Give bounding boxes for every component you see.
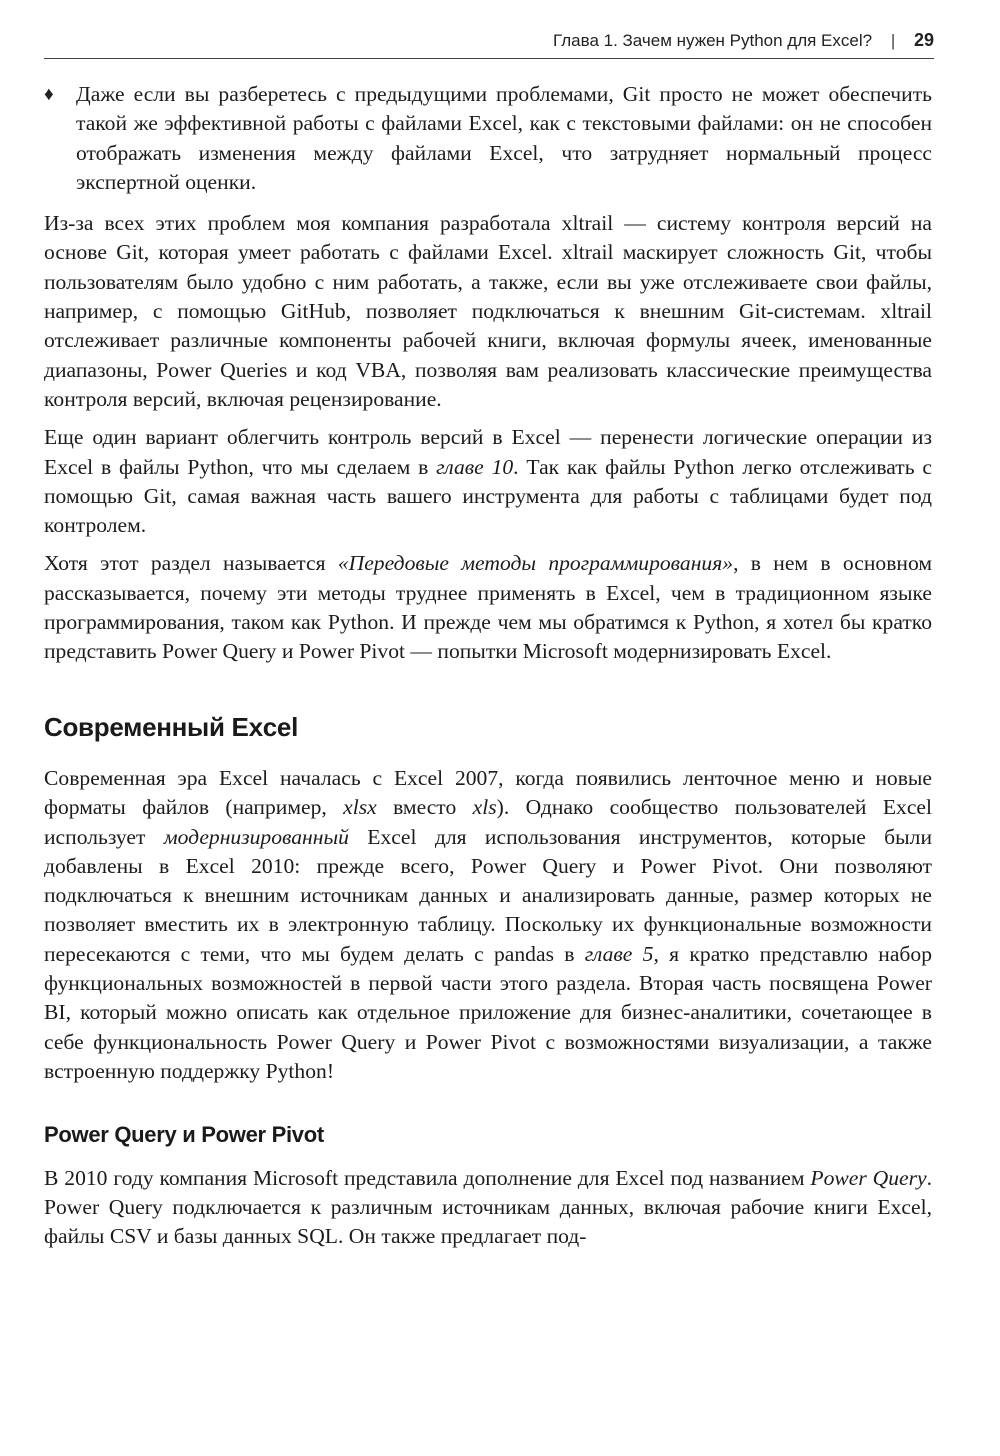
subsection-heading-power-query: Power Query и Power Pivot <box>44 1122 324 1148</box>
paragraph-best-practices <box>44 549 932 666</box>
product-name: Power Query <box>810 1165 927 1190</box>
header-separator: | <box>890 31 896 50</box>
file-format-xlsx: xlsx <box>343 795 377 820</box>
text-run: Excel для использования инструментов, которые были добавлены в Excel 2010: прежде всего, Power Query и Power Pivot. Они позволяют подключаться к внешним источникам данных и анализировать данные, размер которых не позволяет вместить их в электронную таблицу. Поскольку их функциональные возможности пересекаются с теми, что мы будем делать с pandas в <box>44 824 933 966</box>
chapter-reference: главе 5 <box>584 941 654 966</box>
page-number: 29 <box>913 30 934 50</box>
text-run: Еще один вариант облегчить контроль версий в Excel — перенести логические операции из Excel в файлы Python, что мы сделаем в <box>44 425 932 479</box>
paragraph-modern-excel <box>44 764 932 1086</box>
text-run: Хотя этот раздел называется <box>44 551 338 576</box>
text-run: , в нем в основном рассказывается, почему эти методы труднее применять в Excel, чем в традиционном языке программирования, таком как Python. И прежде чем мы обратимся к Python, я хотел бы кратко представить Power Query и Power Pivot — попытки Microsoft модернизировать Excel. <box>44 551 933 664</box>
diamond-bullet-icon: ♦ <box>44 84 54 105</box>
text-run: вместо <box>376 795 473 820</box>
text-run: , я кратко представлю набор функциональных возможностей в первой части этого раздела. Вторая часть посвящена Power BI, который можно описать как отдельное приложение для бизнес-аналитики, сочетающее в себе функциональность Power Query и Power Pivot с возможностями визуализации, а также встроенную поддержку Python! <box>44 941 932 1083</box>
chapter-title: Глава 1. Зачем нужен Python для Excel? <box>553 31 873 50</box>
text-run: В 2010 году компания Microsoft представила дополнение для Excel под названием <box>44 1165 811 1190</box>
emphasis-term: модернизированный <box>163 824 349 849</box>
section-reference: «Передовые методы программирования» <box>337 551 734 576</box>
paragraph-power-query <box>44 1164 932 1252</box>
page-body <box>44 80 932 1260</box>
chapter-reference: главе 10 <box>436 454 514 479</box>
paragraph-xltrail: Из-за всех этих проблем моя компания разработала xltrail — систему контроля версий на основе Git, которая умеет работать с файлами Excel. xltrail маскирует сложность Git, чтобы пользователям было удобно с ним работать, а также, если вы уже отслеживаете свои файлы, например, с помощью GitHub, позволяет подключаться к внешним Git-системам. xltrail отслеживает различные компоненты рабочей книги, включая формулы ячеек, именованные диапазоны, Power Queries и код VBA, позволяя вам реализовать классические преимущества контроля версий, включая рецензирование. <box>44 211 932 411</box>
text-run: Современная эра Excel началась с Excel 2007, когда появились ленточное меню и новые форматы файлов (например, <box>44 765 932 820</box>
bullet-text: Даже если вы разберетесь с предыдущими проблемами, Git просто не может обеспечить такой же эффективной работы с файлами Excel, как с текстовыми файлами: он не способен отображать изменения между файлами Excel, что затрудняет нормальный процесс экспертной оценки. <box>76 82 932 194</box>
file-format-xls: xls <box>472 795 497 820</box>
running-header <box>44 30 934 59</box>
text-run: . Так как файлы Python легко отслеживать с помощью Git, самая важная часть вашего инструмента для работы с таблицами будет под контролем. <box>44 454 932 538</box>
paragraph-version-control <box>44 423 932 540</box>
text-run: . Power Query подключается к различным источникам данных, включая рабочие книги Excel, файлы CSV и базы данных SQL. Он также предлагает под- <box>44 1165 932 1249</box>
section-heading-modern-excel: Современный Excel <box>44 711 298 742</box>
bullet-item <box>44 80 932 197</box>
text-run: ). Однако сообщество пользователей Excel использует <box>44 795 933 849</box>
